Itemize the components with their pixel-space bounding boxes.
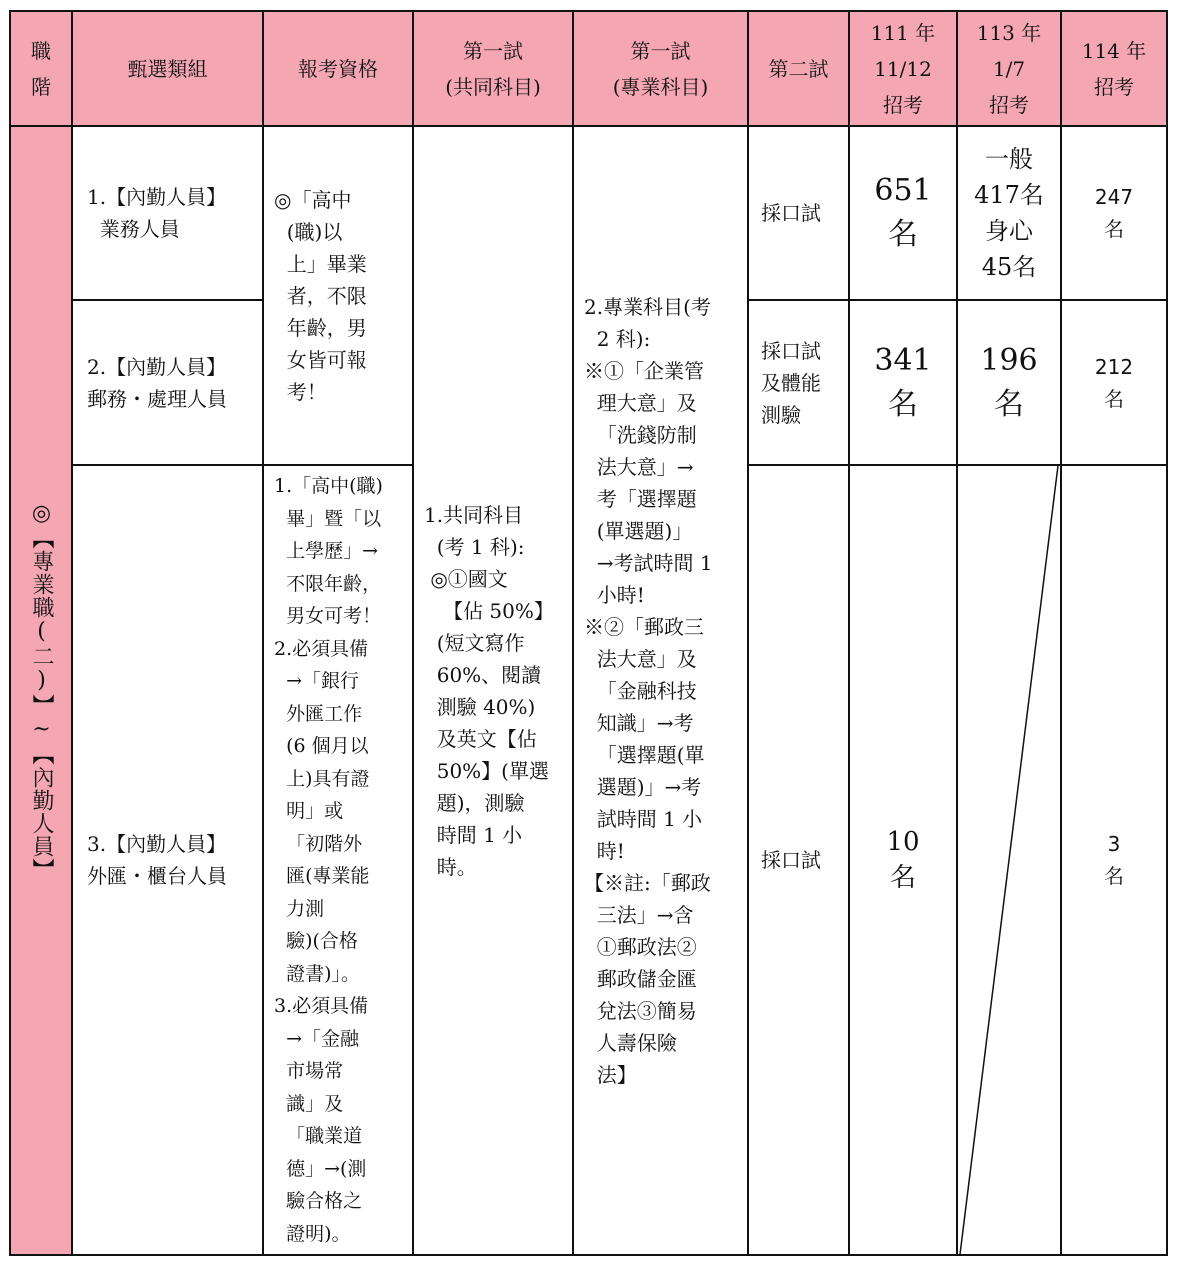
header-exam1-prof: 第一試 (專業科目) — [573, 11, 748, 126]
header-qualification: 報考資格 — [263, 11, 413, 126]
header-exam2: 第二試 — [748, 11, 849, 126]
header-category: 甄選類組 — [72, 11, 263, 126]
header-y114: 114 年 招考 — [1061, 11, 1167, 126]
category-cell: 2.【內勤人員】 郵務・處理人員 — [72, 300, 263, 465]
exam2-cell: 採口試 及體能 測驗 — [748, 300, 849, 465]
qualification-general: ◎「高中 (職)以 上」畢業 者，不限 年齡，男 女皆可報 考！ — [263, 126, 413, 465]
table-row — [10, 126, 1167, 300]
level-cell — [10, 126, 72, 1255]
header-row — [10, 11, 1167, 126]
y113-cell-empty — [957, 465, 1061, 1255]
y114-cell: 212 名 — [1061, 300, 1167, 465]
y114-cell: 3 名 — [1061, 465, 1167, 1255]
y111-cell: 651 名 — [849, 126, 957, 300]
exam2-cell: 採口試 — [748, 465, 849, 1255]
y113-cell: 196 名 — [957, 300, 1061, 465]
category-cell: 1.【內勤人員】 業務人員 — [72, 126, 263, 300]
recruitment-table — [9, 10, 1168, 1256]
y113-cell: 一般 417名 身心 45名 — [957, 126, 1061, 300]
y111-cell: 341 名 — [849, 300, 957, 465]
qualification-forex: 1.「高中(職) 畢」暨「以 上學歷」→ 不限年齡， 男女可考！ 2.必須具備 →「銀行 外匯工作 (6 個月以 上)具有證 明」或 「初階外 匯(專業能 力測 驗)(合格 證書)」。 3.必須具備 →「金融 市場常 識」及 「職業道 德」→(測 驗合格之 證明)。 — [263, 465, 413, 1255]
header-y113: 113 年 1/7 招考 — [957, 11, 1061, 126]
exam2-cell: 採口試 — [748, 126, 849, 300]
exam1-prof-cell: 2.專業科目(考 2 科): ※①「企業管 理大意」及 「洗錢防制 法大意」→ 考「選擇題 (單選題)」 →考試時間 1 小時! ※②「郵政三 法大意」及 「金融科技 知識」→考 「選擇題(單 選題)」→考 試時間 1 小 時! 【※註:「郵政 三法」→含 ①郵政法② 郵政儲金匯 兌法③簡易 人壽保險 法】 — [573, 126, 748, 1255]
y114-cell: 247 名 — [1061, 126, 1167, 300]
category-cell: 3.【內勤人員】 外匯・櫃台人員 — [72, 465, 263, 1255]
header-y111: 111 年 11/12 招考 — [849, 11, 957, 126]
header-level: 職 階 — [10, 11, 72, 126]
diagonal-strike — [958, 466, 1060, 1254]
y111-cell: 10 名 — [849, 465, 957, 1255]
header-exam1-common: 第一試 (共同科目) — [413, 11, 573, 126]
level-label: ◎【專業職(二)】~【內勤人員】 — [29, 500, 54, 881]
exam1-common-cell: 1.共同科目 (考 1 科): ◎①國文 【佔 50%】 (短文寫作 60%、閱讀 測驗 40%) 及英文【佔 50%】(單選 題)，測驗 時間 1 小 時。 — [413, 126, 573, 1255]
